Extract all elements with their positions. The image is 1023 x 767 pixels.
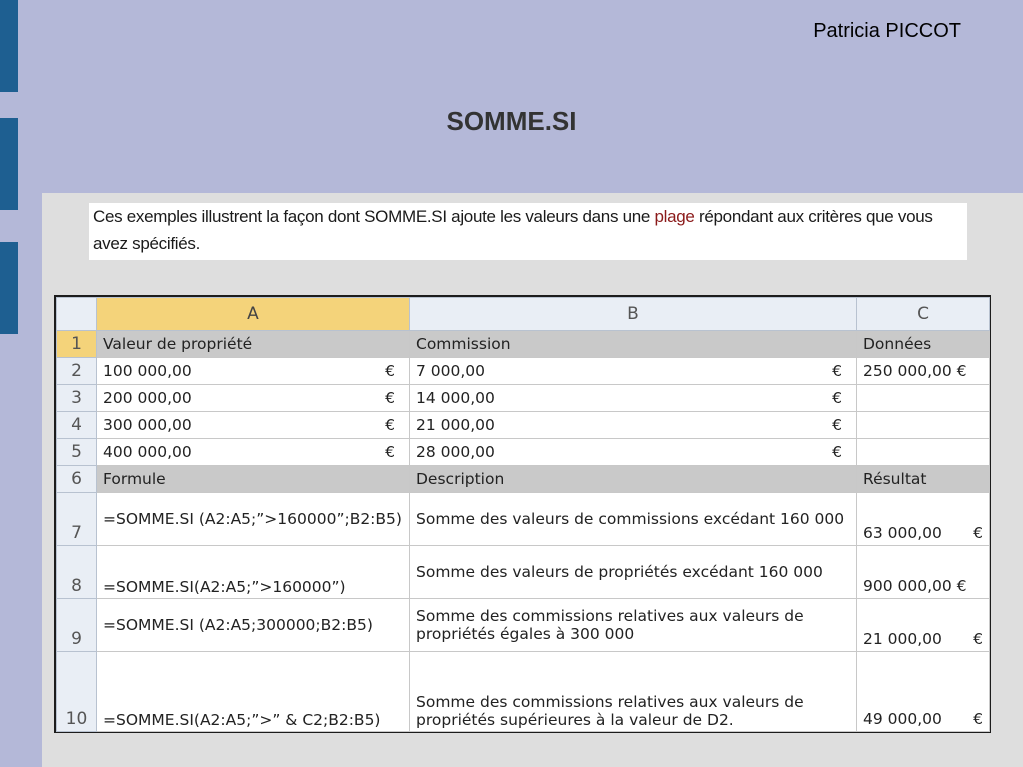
- description-cell[interactable]: Somme des commissions relatives aux valeurs de propriétés supérieures à la valeur de D2.: [410, 652, 857, 732]
- intro-text: [89, 203, 967, 260]
- result-cell[interactable]: [857, 652, 990, 732]
- value-cell[interactable]: [97, 412, 410, 439]
- table-row: [57, 358, 990, 385]
- header-cell[interactable]: Description: [410, 466, 857, 493]
- currency-symbol: €: [832, 443, 842, 461]
- formula-cell[interactable]: =SOMME.SI(A2:A5;”>160000”): [97, 546, 410, 599]
- column-header-row: [57, 298, 990, 331]
- result-value: 900 000,00 €: [863, 577, 967, 595]
- currency-symbol: €: [385, 416, 395, 434]
- commission-cell[interactable]: [410, 358, 857, 385]
- intro-text-start: Ces exemples illustrent la façon dont SOMME.SI ajoute les valeurs dans une: [93, 207, 655, 226]
- commission-value: 28 000,00: [416, 443, 495, 461]
- slide-content: [42, 193, 1023, 767]
- corner-cell: [57, 298, 97, 331]
- column-header-a[interactable]: A: [97, 298, 410, 331]
- row-number[interactable]: 9: [57, 599, 97, 652]
- plage-link[interactable]: plage: [654, 207, 695, 226]
- table-row: [57, 466, 990, 493]
- data-cell[interactable]: [857, 439, 990, 466]
- commission-cell[interactable]: [410, 385, 857, 412]
- author-name: Patricia PICCOT: [813, 20, 961, 42]
- currency-symbol: €: [832, 362, 842, 380]
- slide-title: SOMME.SI: [446, 106, 577, 136]
- header-cell[interactable]: Données: [857, 331, 990, 358]
- row-number[interactable]: 3: [57, 385, 97, 412]
- row-number[interactable]: 2: [57, 358, 97, 385]
- header-cell[interactable]: Formule: [97, 466, 410, 493]
- column-header-c[interactable]: C: [857, 298, 990, 331]
- result-value: 21 000,00: [863, 630, 942, 648]
- accent-bar-top: [0, 0, 18, 92]
- currency-symbol: €: [973, 630, 983, 648]
- result-cell[interactable]: [857, 546, 990, 599]
- property-value: 200 000,00: [103, 389, 192, 407]
- row-number[interactable]: 6: [57, 466, 97, 493]
- currency-symbol: €: [973, 710, 983, 728]
- value-cell[interactable]: [97, 358, 410, 385]
- formula-cell[interactable]: =SOMME.SI (A2:A5;”>160000”;B2:B5): [97, 493, 410, 546]
- table-row: [57, 493, 990, 546]
- formula-cell[interactable]: =SOMME.SI(A2:A5;”>” & C2;B2:B5): [97, 652, 410, 732]
- data-cell[interactable]: [857, 412, 990, 439]
- table-row: [57, 652, 990, 732]
- row-number[interactable]: 10: [57, 652, 97, 732]
- accent-bar-bottom: [0, 242, 18, 334]
- result-value: 63 000,00: [863, 524, 942, 542]
- table-row: [57, 439, 990, 466]
- formula-cell[interactable]: =SOMME.SI (A2:A5;300000;B2:B5): [97, 599, 410, 652]
- currency-symbol: €: [832, 389, 842, 407]
- result-value: 49 000,00: [863, 710, 942, 728]
- commission-cell[interactable]: [410, 412, 857, 439]
- currency-symbol: €: [385, 443, 395, 461]
- description-cell[interactable]: Somme des valeurs de commissions excédant 160 000: [410, 493, 857, 546]
- data-cell[interactable]: [857, 385, 990, 412]
- row-number[interactable]: 5: [57, 439, 97, 466]
- table-row: [57, 331, 990, 358]
- currency-symbol: €: [973, 524, 983, 542]
- row-number[interactable]: 1: [57, 331, 97, 358]
- header-cell[interactable]: Résultat: [857, 466, 990, 493]
- result-cell[interactable]: [857, 493, 990, 546]
- currency-symbol: €: [385, 389, 395, 407]
- row-number[interactable]: 4: [57, 412, 97, 439]
- spreadsheet-table: [56, 297, 990, 732]
- row-number[interactable]: 8: [57, 546, 97, 599]
- commission-cell[interactable]: [410, 439, 857, 466]
- column-header-b[interactable]: B: [410, 298, 857, 331]
- currency-symbol: €: [385, 362, 395, 380]
- spreadsheet-screenshot: [54, 295, 991, 733]
- property-value: 300 000,00: [103, 416, 192, 434]
- commission-value: 21 000,00: [416, 416, 495, 434]
- table-row: [57, 385, 990, 412]
- value-cell[interactable]: [97, 439, 410, 466]
- commission-value: 14 000,00: [416, 389, 495, 407]
- header-cell[interactable]: Commission: [410, 331, 857, 358]
- table-row: [57, 412, 990, 439]
- table-row: [57, 599, 990, 652]
- header-cell[interactable]: Valeur de propriété: [97, 331, 410, 358]
- property-value: 400 000,00: [103, 443, 192, 461]
- result-cell[interactable]: [857, 599, 990, 652]
- description-cell[interactable]: Somme des valeurs de propriétés excédant 160 000: [410, 546, 857, 599]
- row-number[interactable]: 7: [57, 493, 97, 546]
- commission-value: 7 000,00: [416, 362, 486, 380]
- data-cell[interactable]: 250 000,00 €: [857, 358, 990, 385]
- value-cell[interactable]: [97, 385, 410, 412]
- description-cell[interactable]: Somme des commissions relatives aux valeurs de propriétés égales à 300 000: [410, 599, 857, 652]
- table-row: [57, 546, 990, 599]
- intro-text-end: répondant aux critères que vous avez spécifiés.: [93, 207, 933, 253]
- currency-symbol: €: [832, 416, 842, 434]
- property-value: 100 000,00: [103, 362, 192, 380]
